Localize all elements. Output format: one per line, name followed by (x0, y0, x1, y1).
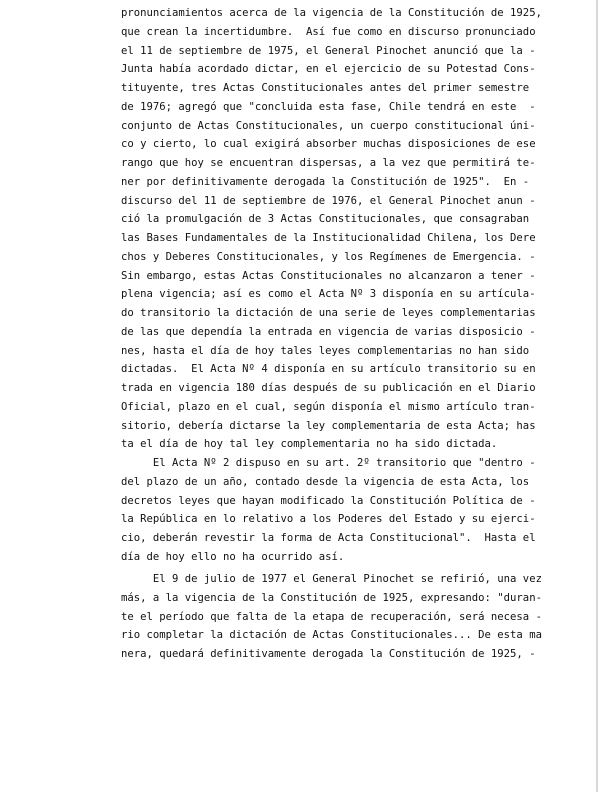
text-line: co y cierto, lo cual exigirá absorber muchas disposiciones de ese (121, 138, 536, 151)
text-line: día de hoy ello no ha ocurrido así. (121, 550, 345, 563)
text-line: Sin embargo, estas Actas Constitucionales no alcanzaron a tener - (121, 269, 536, 282)
text-line: tituyente, tres Actas Constitucionales antes del primer semestre (121, 82, 530, 94)
text-line: ció la promulgación de 3 Actas Constitucionales, que consagraban (121, 213, 530, 226)
text-line: conjunto de Actas Constitucionales, un cuerpo constitucional úni- (121, 119, 536, 132)
text-line: más, a la vigencia de la Constitución de 1925, expresando: "duran- (121, 591, 542, 604)
text-line: ner por definitivamente derogada la Constitución de 1925". En - (121, 175, 530, 188)
text-line: de las que dependía la entrada en vigencia de varias disposicio - (121, 325, 536, 338)
text-line: do transitorio la dictación de una serie de leyes complementarias (121, 307, 536, 319)
text-line: cio, deberán revestir la forma de Acta Constitucional". Hasta el (121, 532, 536, 544)
text-line: sitorio, debería dictarse la ley complementaria de esta Acta; has (121, 419, 536, 432)
text-line: discurso del 11 de septiembre de 1976, el General Pinochet anun - (121, 194, 536, 207)
text-line: las Bases Fundamentales de la Institucionalidad Chilena, los Dere (121, 232, 536, 244)
text-line: del plazo de un año, contado desde la vigencia de esta Acta, los (121, 475, 530, 488)
text-line: ta el día de hoy tal ley complementaria no ha sido dictada. (121, 438, 498, 451)
text-line: Oficial, plazo en el cual, según disponía el mismo artículo tran- (121, 400, 536, 413)
text-line: rio completar la dictación de Actas Constitucionales... De esta ma (121, 629, 542, 642)
text-line: que crean la incertidumbre. Así fue como en discurso pronunciado (121, 25, 536, 38)
text-line: plena vigencia; así es como el Acta Nº 3 disponía en su artícula- (121, 288, 536, 301)
text-line: Junta había acordado dictar, en el ejercicio de su Potestad Cons- (121, 63, 536, 76)
text-line: rango que hoy se encuentran dispersas, a la vez que permitirá te- (121, 157, 536, 169)
text-line: chos y Deberes Constitucionales, y los Regímenes de Emergencia. - (121, 250, 536, 263)
text-line: dictadas. El Acta Nº 4 disponía en su artículo transitorio su en (121, 363, 536, 376)
scan-edge-shadow (596, 0, 598, 792)
text-line: te el período que falta de la etapa de recuperación, será necesa - (121, 610, 542, 623)
text-line: pronunciamientos acerca de la vigencia de la Constitución de 1925, (121, 7, 542, 19)
text-line: El 9 de julio de 1977 el General Pinochet se refirió, una vez (121, 573, 542, 585)
text-line: nera, quedará definitivamente derogada la Constitución de 1925, - (121, 648, 536, 660)
text-line: El Acta Nº 2 dispuso en su art. 2º transitorio que "dentro - (121, 457, 536, 469)
text-line: la República en lo relativo a los Poderes del Estado y su ejerci- (121, 513, 536, 526)
text-line: decretos leyes que hayan modificado la Constitución Política de - (121, 494, 536, 507)
text-line: trada en vigencia 180 días después de su publicación en el Diario (121, 382, 536, 394)
text-line: de 1976; agregó que "concluida esta fase, Chile tendrá en este - (121, 100, 536, 113)
text-line: nes, hasta el día de hoy tales leyes complementarias no han sido (121, 344, 530, 357)
text-line: el 11 de septiembre de 1975, el General Pinochet anunció que la - (121, 44, 536, 57)
